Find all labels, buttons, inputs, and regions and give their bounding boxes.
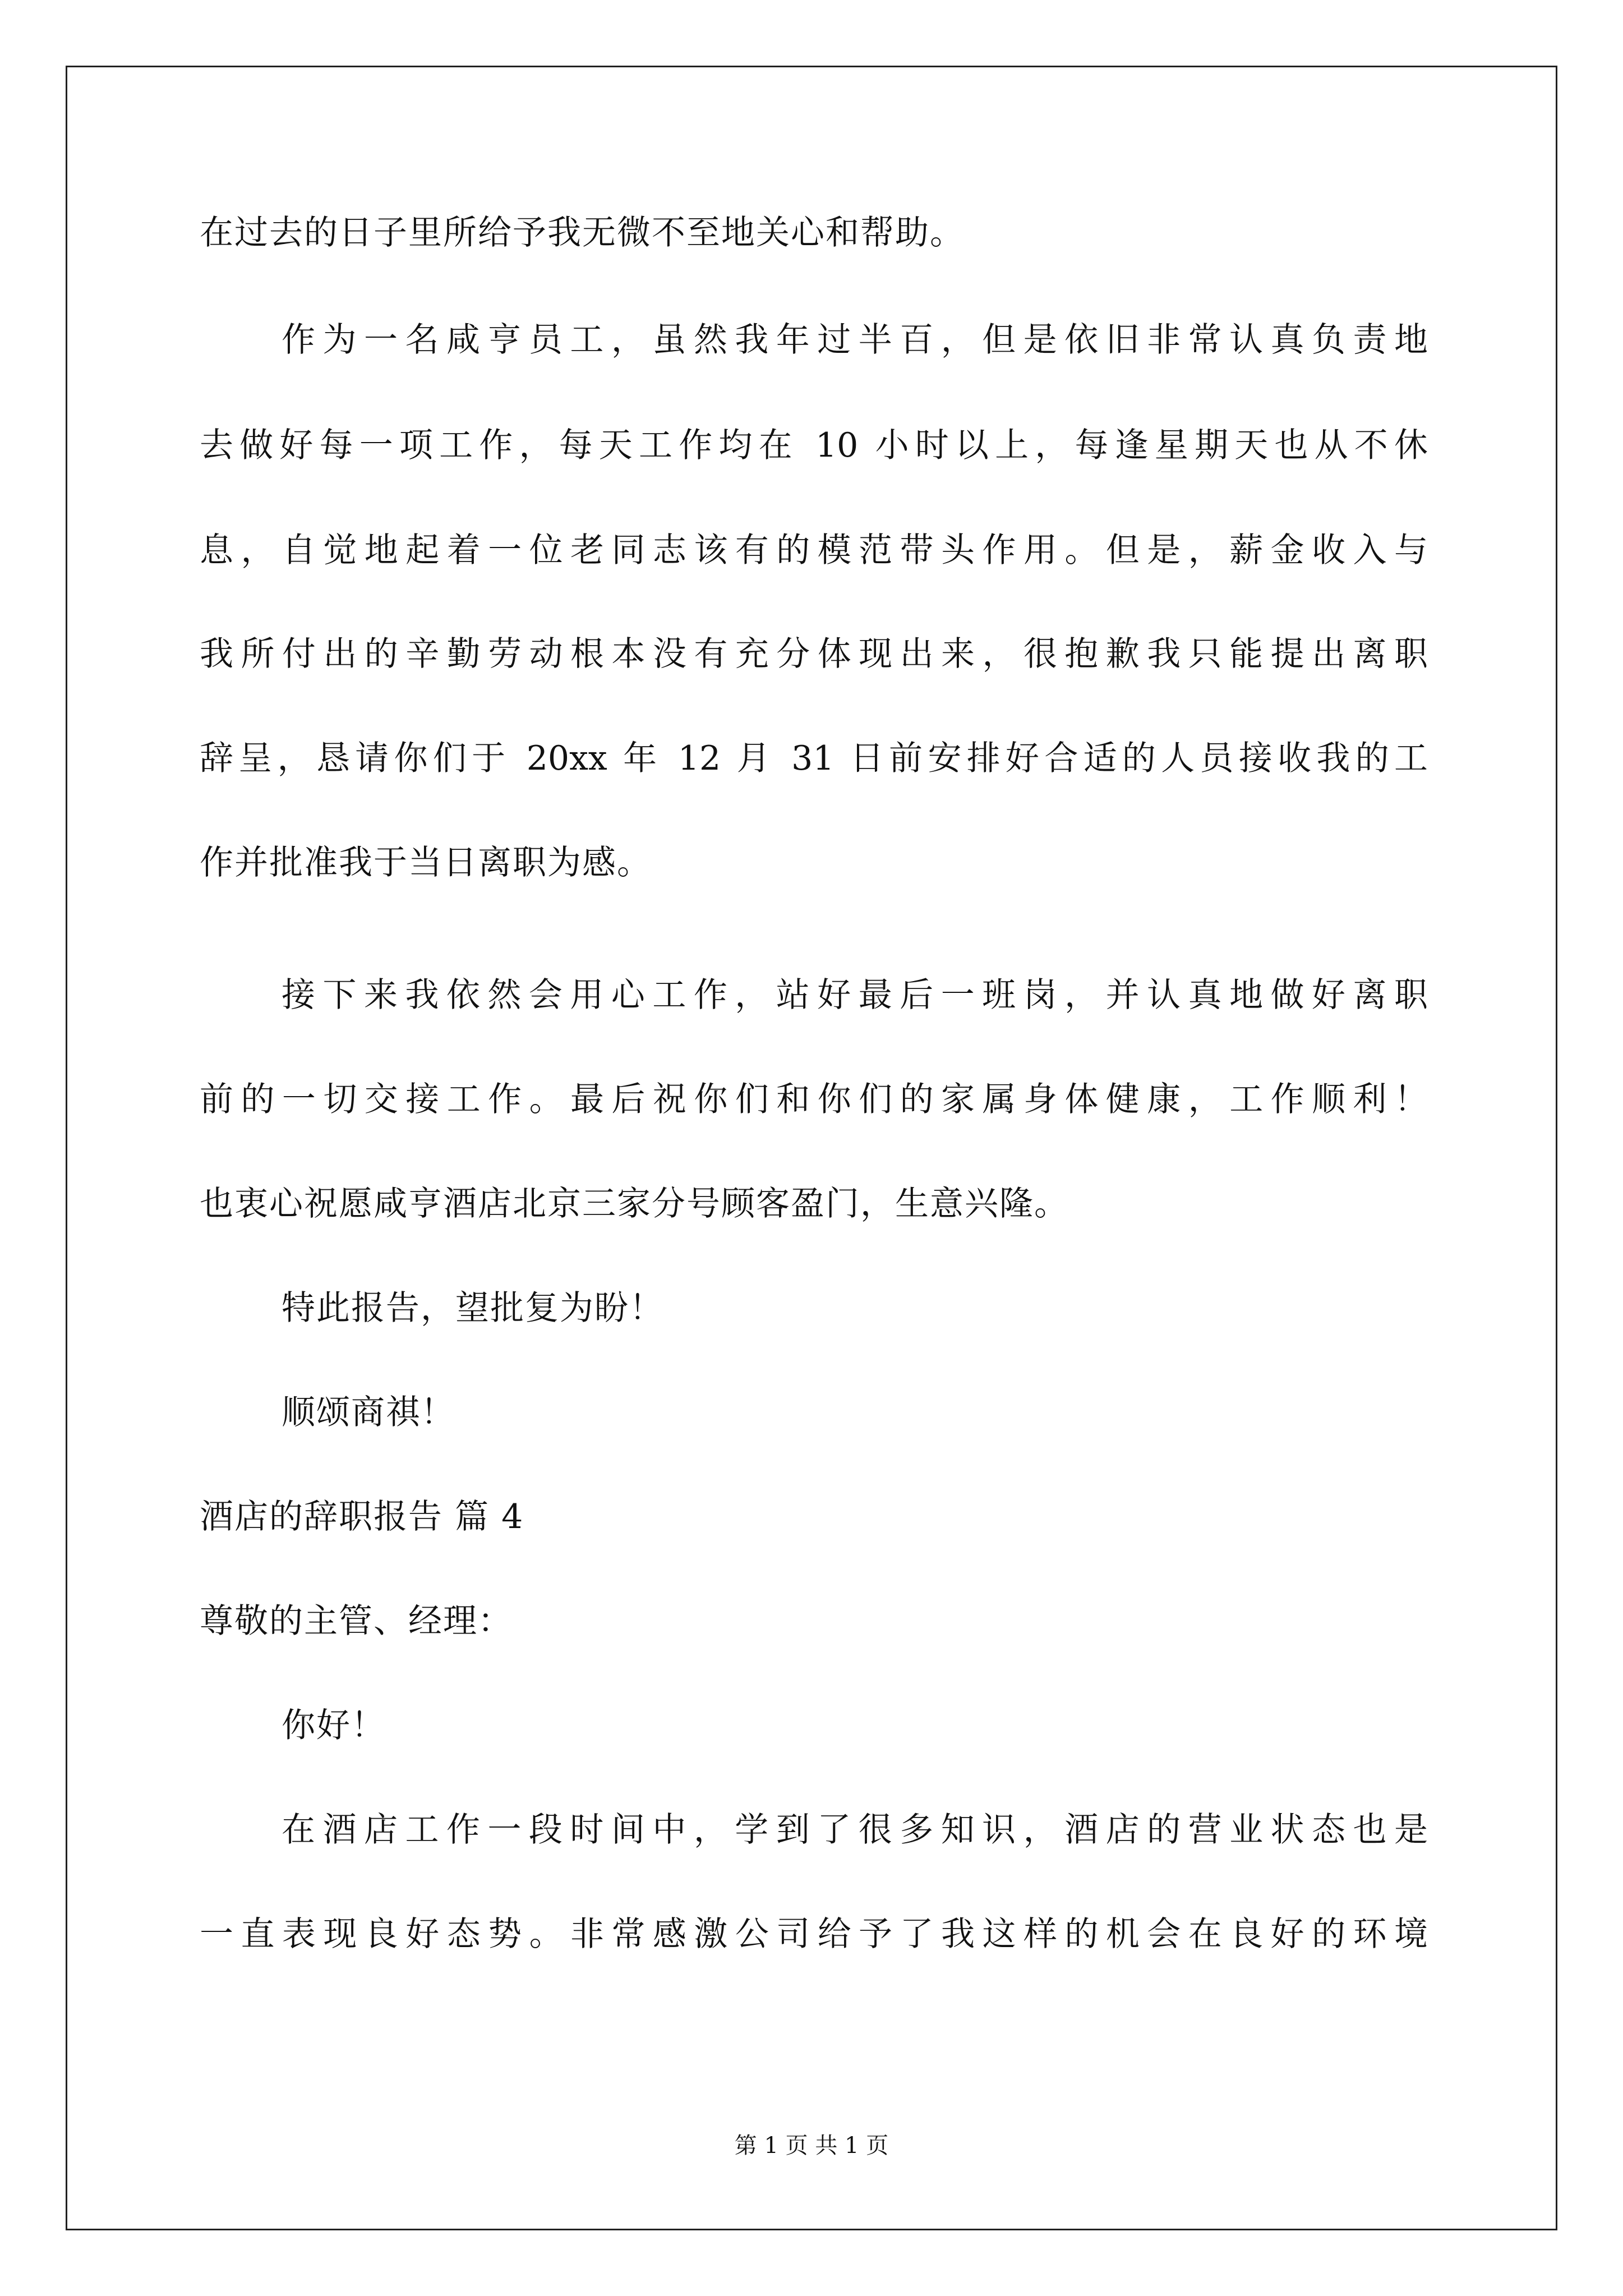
- paragraph-line-7: 作并批准我于当日离职为感。: [200, 843, 652, 882]
- paragraph-line-5: 我所付出的辛勤劳动根本没有充分体现出来，很抱歉我只能提出离职: [200, 634, 1428, 674]
- page-border: [66, 66, 1557, 2230]
- paragraph-line-10: 也衷心祝愿咸亨酒店北京三家分号顾客盈门，生意兴隆。: [200, 1184, 1069, 1223]
- paragraph-line-8: 接下来我依然会用心工作，站好最后一班岗，并认真地做好离职: [282, 976, 1428, 1015]
- paragraph-line-16: 在酒店工作一段时间中，学到了很多知识，酒店的营业状态也是: [282, 1810, 1428, 1849]
- regards-line: 顺颂商祺！: [282, 1393, 455, 1432]
- closing-line: 特此报告，望批复为盼！: [282, 1289, 664, 1328]
- paragraph-line-4: 息，自觉地起着一位老同志该有的模范带头作用。但是，薪金收入与: [200, 531, 1428, 570]
- salutation: 尊敬的主管、经理：: [200, 1602, 513, 1641]
- paragraph-line-17: 一直表现良好态势。非常感激公司给予了我这样的机会在良好的环境: [200, 1915, 1428, 1954]
- paragraph-line-9: 前的一切交接工作。最后祝你们和你们的家属身体健康，工作顺利！: [200, 1080, 1428, 1119]
- paragraph-line-6: 辞呈，恳请你们于 20xx 年 12 月 31 日前安排好合适的人员接收我的工: [200, 739, 1428, 778]
- page-footer: 第 1 页 共 1 页: [734, 2133, 889, 2159]
- paragraph-line-3: 去做好每一项工作，每天工作均在 10 小时以上，每逢星期天也从不休: [200, 426, 1428, 465]
- section-heading: 酒店的辞职报告 篇 4: [200, 1497, 524, 1536]
- text-line-1: 在过去的日子里所给予我无微不至地关心和帮助。: [200, 213, 965, 252]
- greeting: 你好！: [282, 1706, 386, 1745]
- paragraph-line-2: 作为一名咸亨员工，虽然我年过半百，但是依旧非常认真负责地: [282, 320, 1428, 360]
